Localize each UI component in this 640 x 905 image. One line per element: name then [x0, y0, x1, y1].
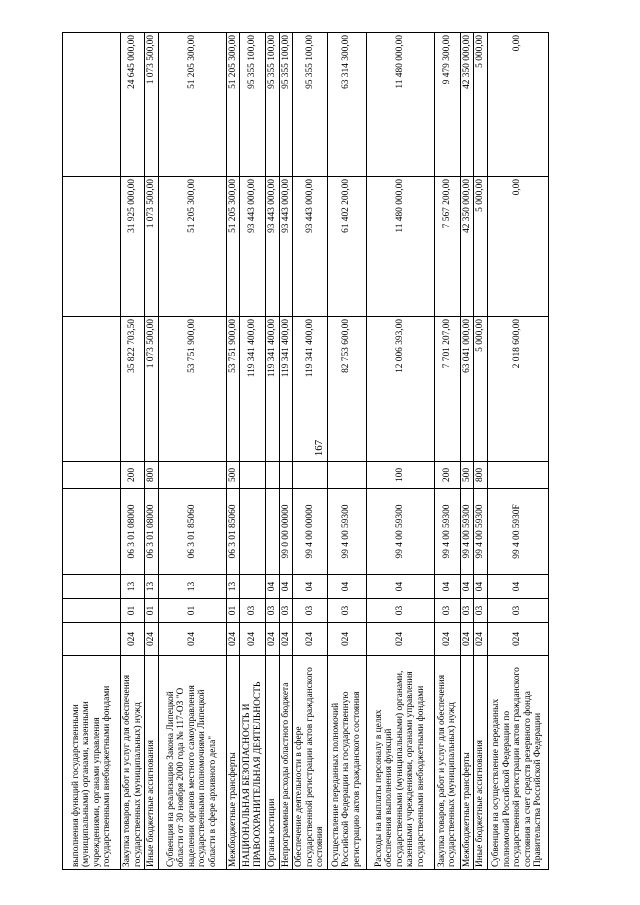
row-amount-3-cell: 95 355 100,00 [279, 33, 293, 177]
row-subsection-cell: 04 [293, 575, 328, 599]
table-row [460, 33, 474, 870]
row-amount-2-cell: 61 402 200,00 [327, 177, 366, 317]
row-section-cell: 03 [266, 599, 280, 623]
row-amount-1-cell: 12 006 393,00 [366, 317, 434, 462]
row-section-cell: 03 [240, 599, 266, 623]
row-target-article-cell: 99 4 00 59300 [327, 489, 366, 575]
row-amount-1-cell: 5 000,00 [474, 317, 488, 462]
row-name-cell: Осуществление переданных полномочий Российской Федерации на государственную регистрацию актов гражданского состояния [327, 656, 366, 870]
row-amount-3-cell: 11 480 000,00 [366, 33, 434, 177]
table-row [226, 33, 240, 870]
row-target-article-cell: 99 4 00 5930F [487, 489, 548, 575]
table-row [240, 33, 266, 870]
row-target-article-cell: 99 4 00 59300 [434, 489, 460, 575]
row-amount-2-cell: 5 000,00 [474, 177, 488, 317]
row-name-cell: Иные бюджетные ассигнования [474, 656, 488, 870]
row-target-article-cell: 99 4 00 00000 [293, 489, 328, 575]
row-expense-type-cell: 800 [145, 462, 159, 489]
row-expense-type-cell [327, 462, 366, 489]
row-subsection-cell: 04 [460, 575, 474, 599]
row-section-cell: 01 [226, 599, 240, 623]
row-target-article-cell: 99 4 00 59300 [474, 489, 488, 575]
row-name-cell: Закупка товаров, работ и услуг для обеспечения государственных (муниципальных) нужд [434, 656, 460, 870]
row-amount-2-cell: 93 443 000,00 [293, 177, 328, 317]
row-amount-1-cell: 7 701 207,00 [434, 317, 460, 462]
row-amount-1-cell: 119 341 400,00 [293, 317, 328, 462]
row-expense-type-cell: 800 [474, 462, 488, 489]
row-amount-1-cell [63, 317, 121, 462]
row-name-cell: Межбюджетные трансферты [460, 656, 474, 870]
row-amount-3-cell: 95 355 100,00 [240, 33, 266, 177]
row-name-cell: НАЦИОНАЛЬНАЯ БЕЗОПАСНОСТЬ И ПРАВООХРАНИТЕЛЬНАЯ ДЕЯТЕЛЬНОСТЬ [240, 656, 266, 870]
row-name-cell: Обеспечение деятельности в сфере государственной регистрации актов гражданского состояния [293, 656, 328, 870]
row-amount-3-cell: 51 205 300,00 [226, 33, 240, 177]
row-grbs-cell: 024 [279, 623, 293, 656]
row-expense-type-cell: 200 [434, 462, 460, 489]
row-amount-2-cell: 93 443 000,00 [266, 177, 280, 317]
row-section-cell: 03 [487, 599, 548, 623]
row-target-article-cell: 99 4 00 59300 [366, 489, 434, 575]
row-expense-type-cell [279, 462, 293, 489]
row-target-article-cell: 99 0 00 00000 [279, 489, 293, 575]
row-amount-3-cell [63, 33, 121, 177]
row-amount-2-cell [63, 177, 121, 317]
table-row [121, 33, 145, 870]
row-target-article-cell [240, 489, 266, 575]
row-target-article-cell: 06 3 01 85060 [158, 489, 226, 575]
row-subsection-cell [63, 575, 121, 599]
row-amount-2-cell: 31 925 000,00 [121, 177, 145, 317]
row-amount-2-cell: 42 350 000,00 [460, 177, 474, 317]
budget-table-container [62, 33, 597, 870]
table-row [63, 33, 121, 870]
row-amount-3-cell: 95 355 100,00 [293, 33, 328, 177]
table-row [145, 33, 159, 870]
row-grbs-cell [63, 623, 121, 656]
row-grbs-cell: 024 [293, 623, 328, 656]
row-subsection-cell [240, 575, 266, 599]
row-expense-type-cell: 500 [460, 462, 474, 489]
row-name-cell: Иные бюджетные ассигнования [145, 656, 159, 870]
table-row [158, 33, 226, 870]
row-subsection-cell: 13 [226, 575, 240, 599]
row-target-article-cell [63, 489, 121, 575]
row-amount-2-cell: 11 480 000,00 [366, 177, 434, 317]
row-section-cell: 03 [366, 599, 434, 623]
row-amount-1-cell: 119 341 400,00 [279, 317, 293, 462]
row-grbs-cell: 024 [158, 623, 226, 656]
row-amount-1-cell: 119 341 400,00 [266, 317, 280, 462]
row-name-cell: Расходы на выплаты персоналу в целях обеспечения выполнения функций государственными (муниципальными) органами, казенными учреждениями, органами управления государственными внебюджетными фондами [366, 656, 434, 870]
row-name-cell: Субвенция на осуществление переданных полномочий Российской Федерации по государственной регистрации актов гражданского состояния за счет средств резервного фонда Правительства Российской Федерации [487, 656, 548, 870]
row-amount-3-cell: 24 645 000,00 [121, 33, 145, 177]
row-amount-3-cell: 63 314 300,00 [327, 33, 366, 177]
row-amount-1-cell: 35 822 703,50 [121, 317, 145, 462]
row-grbs-cell: 024 [240, 623, 266, 656]
row-amount-3-cell: 51 205 300,00 [158, 33, 226, 177]
row-grbs-cell: 024 [434, 623, 460, 656]
row-grbs-cell: 024 [327, 623, 366, 656]
row-section-cell: 03 [474, 599, 488, 623]
row-subsection-cell: 04 [266, 575, 280, 599]
row-amount-1-cell: 82 753 600,00 [327, 317, 366, 462]
table-row [279, 33, 293, 870]
row-target-article-cell [266, 489, 280, 575]
row-amount-2-cell: 51 205 300,00 [158, 177, 226, 317]
row-subsection-cell: 04 [487, 575, 548, 599]
row-subsection-cell: 13 [121, 575, 145, 599]
row-target-article-cell: 06 3 01 85060 [226, 489, 240, 575]
row-amount-3-cell: 42 350 000,00 [460, 33, 474, 177]
row-section-cell: 01 [145, 599, 159, 623]
table-row [474, 33, 488, 870]
table-row [266, 33, 280, 870]
row-amount-3-cell: 95 355 100,00 [266, 33, 280, 177]
row-subsection-cell: 13 [158, 575, 226, 599]
row-section-cell: 03 [327, 599, 366, 623]
row-amount-1-cell: 53 751 900,00 [226, 317, 240, 462]
row-section-cell: 03 [460, 599, 474, 623]
row-section-cell: 03 [434, 599, 460, 623]
table-body [63, 33, 549, 870]
row-subsection-cell: 04 [366, 575, 434, 599]
row-grbs-cell: 024 [366, 623, 434, 656]
row-grbs-cell: 024 [474, 623, 488, 656]
row-grbs-cell: 024 [460, 623, 474, 656]
row-expense-type-cell: 100 [366, 462, 434, 489]
row-name-cell: Субвенция на реализацию Закона Липецкой области от 30 ноября 2000 года № 117-ОЗ "О наделении органов местного самоуправления государственными полномочиями Липецкой области в сфере архивного дела" [158, 656, 226, 870]
row-amount-2-cell: 51 205 300,00 [226, 177, 240, 317]
row-subsection-cell: 13 [145, 575, 159, 599]
row-expense-type-cell [487, 462, 548, 489]
row-amount-3-cell: 9 479 300,00 [434, 33, 460, 177]
row-section-cell [63, 599, 121, 623]
row-amount-1-cell: 53 751 900,00 [158, 317, 226, 462]
row-subsection-cell: 04 [327, 575, 366, 599]
row-name-cell: Непрограммные расходы областного бюджета [279, 656, 293, 870]
row-amount-1-cell: 119 341 400,00 [240, 317, 266, 462]
row-amount-1-cell: 1 073 500,00 [145, 317, 159, 462]
row-expense-type-cell [63, 462, 121, 489]
table-row [487, 33, 548, 870]
row-amount-2-cell: 93 443 000,00 [240, 177, 266, 317]
table-row [293, 33, 328, 870]
row-name-cell: Закупка товаров, работ и услуг для обеспечения государственных (муниципальных) нужд [121, 656, 145, 870]
row-name-cell: выполнения функций государственными (муниципальными) органами, казенными учреждениями, органами управления государственными внебюджетными фондами [63, 656, 121, 870]
row-section-cell: 01 [121, 599, 145, 623]
row-amount-3-cell: 1 073 500,00 [145, 33, 159, 177]
row-name-cell: Органы юстиции [266, 656, 280, 870]
page-number: 167 [313, 439, 325, 457]
row-amount-2-cell: 0,00 [487, 177, 548, 317]
row-amount-2-cell: 7 567 200,00 [434, 177, 460, 317]
row-subsection-cell: 04 [474, 575, 488, 599]
row-subsection-cell: 04 [279, 575, 293, 599]
row-grbs-cell: 024 [226, 623, 240, 656]
row-grbs-cell: 024 [121, 623, 145, 656]
row-grbs-cell: 024 [487, 623, 548, 656]
row-name-cell: Межбюджетные трансферты [226, 656, 240, 870]
row-target-article-cell: 99 4 00 59300 [460, 489, 474, 575]
row-expense-type-cell: 500 [226, 462, 240, 489]
row-target-article-cell: 06 3 01 08000 [145, 489, 159, 575]
row-amount-3-cell: 0,00 [487, 33, 548, 177]
row-section-cell: 01 [158, 599, 226, 623]
row-subsection-cell: 04 [434, 575, 460, 599]
budget-table [62, 32, 549, 870]
row-grbs-cell: 024 [145, 623, 159, 656]
row-section-cell: 03 [279, 599, 293, 623]
row-amount-3-cell: 5 000,00 [474, 33, 488, 177]
row-amount-1-cell: 2 018 600,00 [487, 317, 548, 462]
row-amount-1-cell: 63 041 000,00 [460, 317, 474, 462]
row-amount-2-cell: 93 443 000,00 [279, 177, 293, 317]
row-expense-type-cell [158, 462, 226, 489]
table-row [327, 33, 366, 870]
row-grbs-cell: 024 [266, 623, 280, 656]
row-expense-type-cell [266, 462, 280, 489]
row-expense-type-cell [240, 462, 266, 489]
row-amount-2-cell: 1 073 500,00 [145, 177, 159, 317]
row-target-article-cell: 06 3 01 08000 [121, 489, 145, 575]
table-row [434, 33, 460, 870]
row-expense-type-cell: 200 [121, 462, 145, 489]
table-row [366, 33, 434, 870]
row-expense-type-cell [293, 462, 328, 489]
row-section-cell: 03 [293, 599, 328, 623]
